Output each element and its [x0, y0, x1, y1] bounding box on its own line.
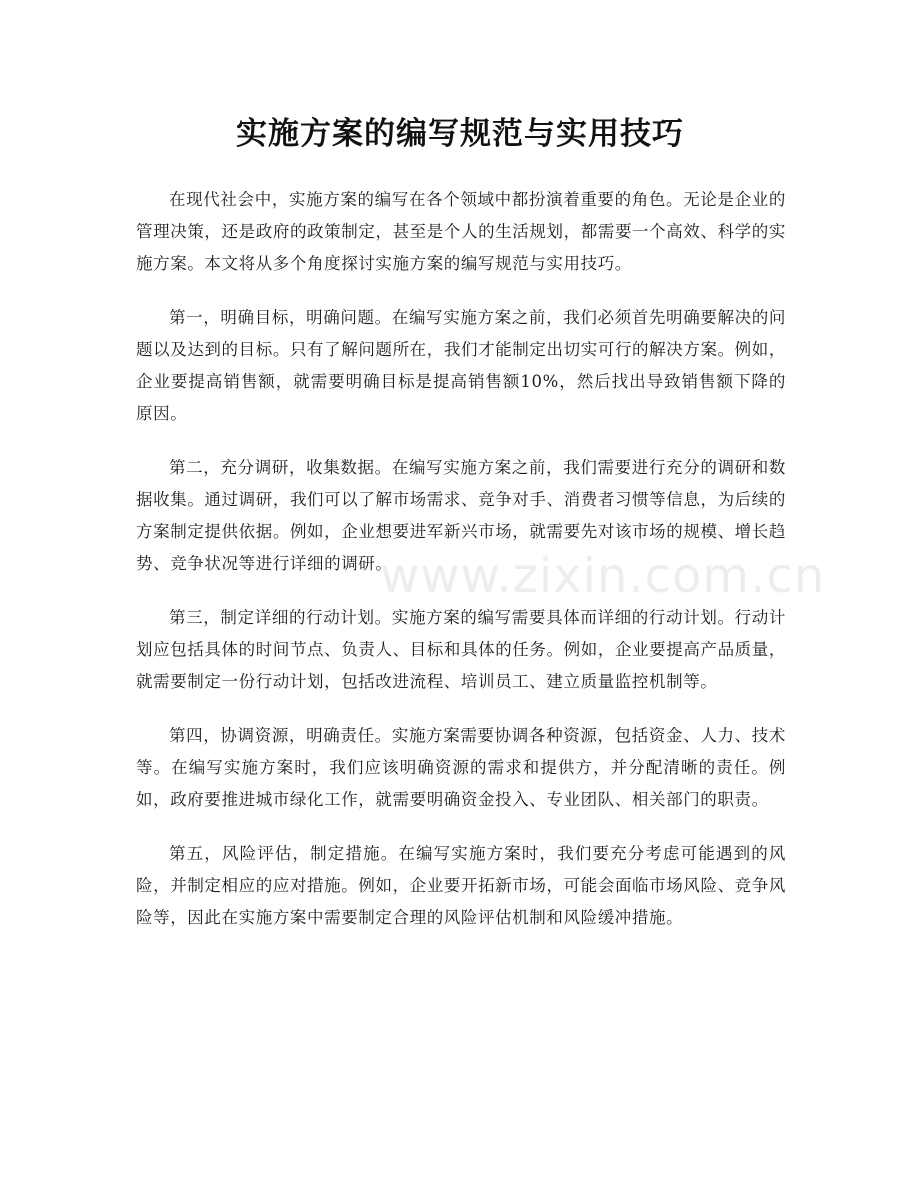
watermark: www.zixin.com.cn [380, 548, 826, 604]
paragraph-third: 第三，制定详细的行动计划。实施方案的编写需要具体而详细的行动计划。行动计划应包括具体的时间节点、负责人、目标和具体的任务。例如，企业要提高产品质量，就需要制定一份行动计划，包括改进流程、培训员工、建立质量监控机制等。 [136, 608, 786, 691]
paragraph-fourth: 第四，协调资源，明确责任。实施方案需要协调各种资源，包括资金、人力、技术等。在编写实施方案时，我们应该明确资源的需求和提供方，并分配清晰的责任。例如，政府要推进城市绿化工作，就需要明确资金投入、专业团队、相关部门的职责。 [136, 726, 786, 809]
paragraph-intro: 在现代社会中，实施方案的编写在各个领域中都扮演着重要的角色。无论是企业的管理决策，还是政府的政策制定，甚至是个人的生活规划，都需要一个高效、科学的实施方案。本文将从多个角度探讨实施方案的编写规范与实用技巧。 [136, 190, 786, 273]
paragraph-second: 第二，充分调研，收集数据。在编写实施方案之前，我们需要进行充分的调研和数据收集。通过调研，我们可以了解市场需求、竞争对手、消费者习惯等信息，为后续的方案制定提供依据。例如，企业想要进军新兴市场，就需要先对该市场的规模、增长趋势、竞争状况等进行详细的调研。 [136, 458, 786, 573]
document-body [136, 184, 786, 956]
paragraph-fifth: 第五，风险评估，制定措施。在编写实施方案时，我们要充分考虑可能遇到的风险，并制定相应的应对措施。例如，企业要开拓新市场，可能会面临市场风险、竞争风险等，因此在实施方案中需要制定合理的风险评估机制和风险缓冲措施。 [136, 844, 786, 927]
page-title: 实施方案的编写规范与实用技巧 [236, 116, 684, 152]
paragraph-first: 第一，明确目标，明确问题。在编写实施方案之前，我们必须首先明确要解决的问题以及达到的目标。只有了解问题所在，我们才能制定出切实可行的解决方案。例如，企业要提高销售额，就需要明确目标是提高销售额10%，然后找出导致销售额下降的原因。 [136, 308, 786, 423]
